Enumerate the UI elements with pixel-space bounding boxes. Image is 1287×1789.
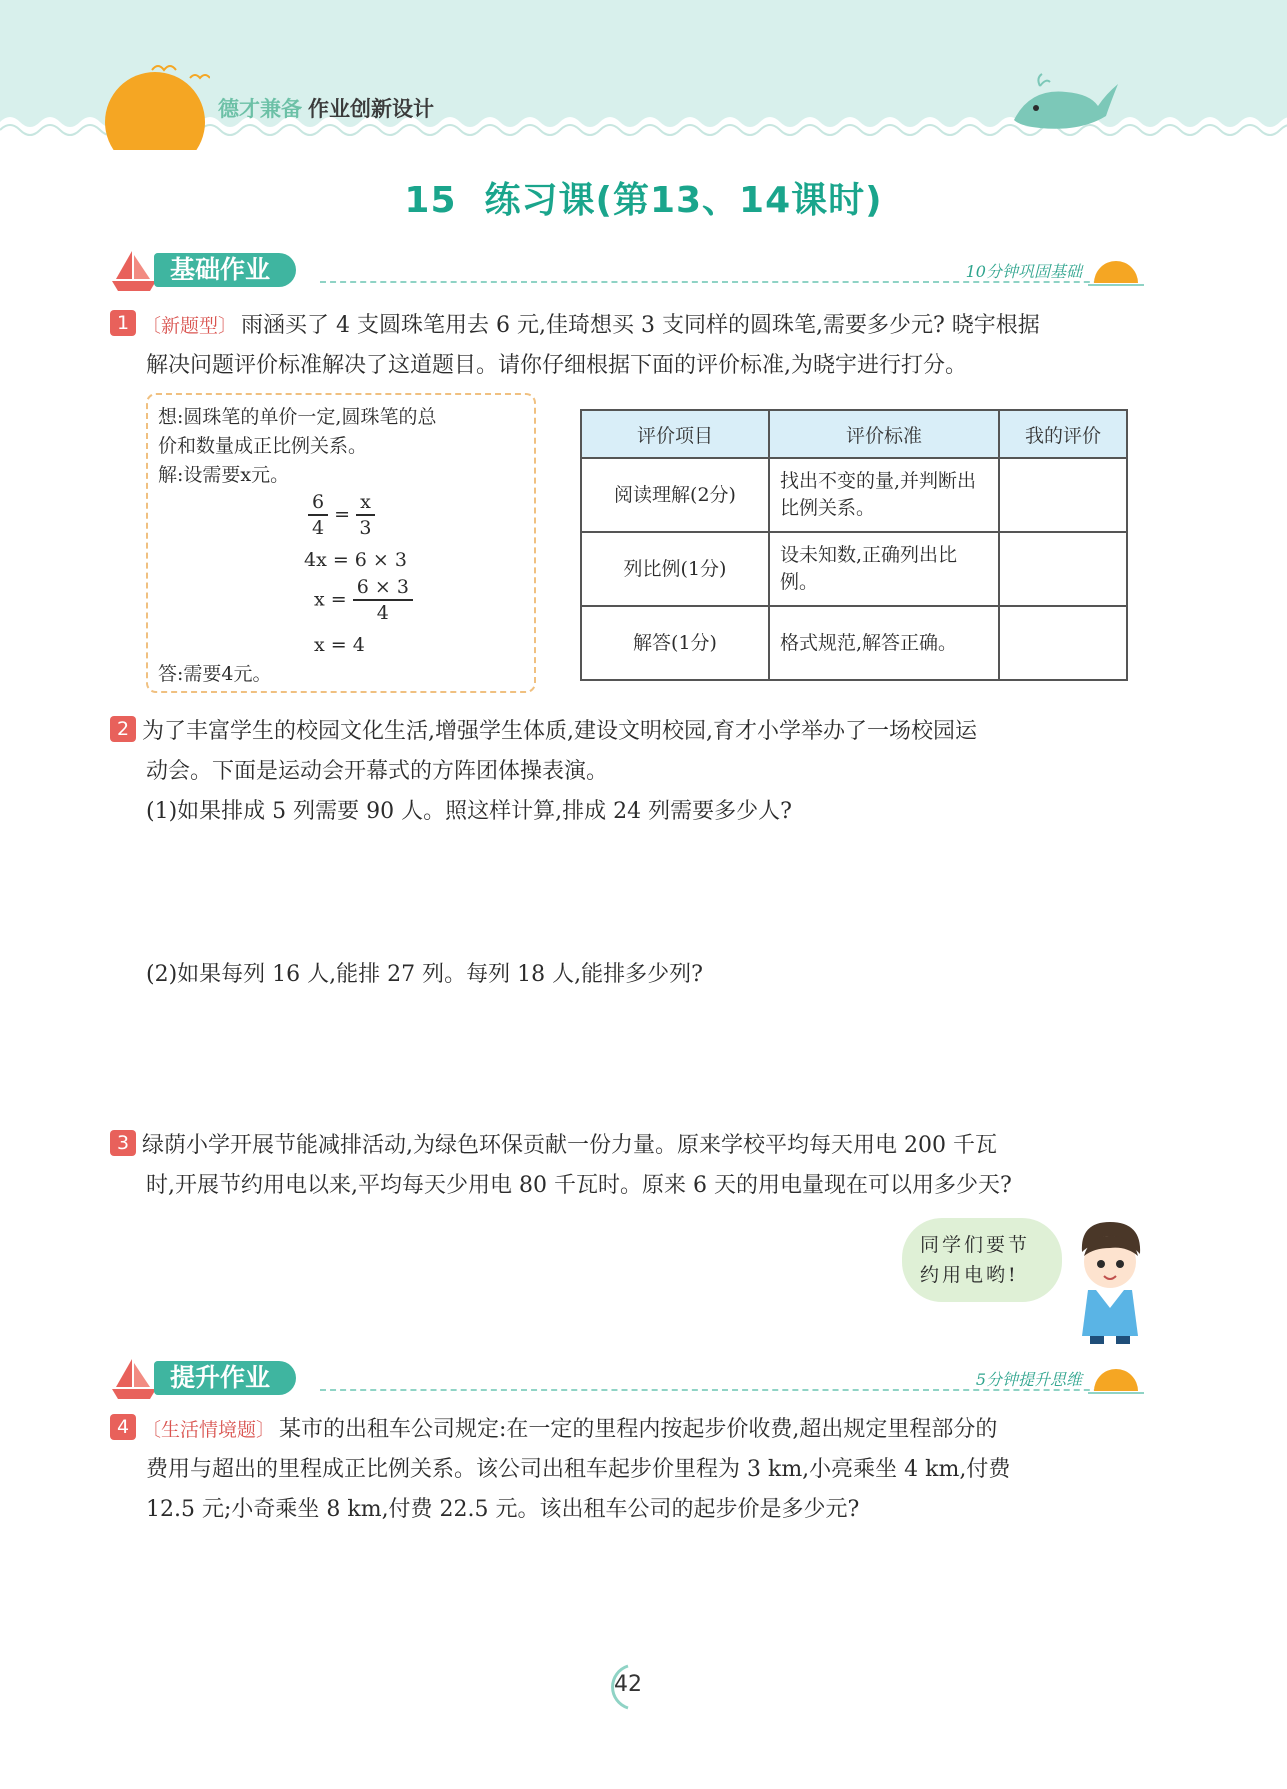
question-number: 1 bbox=[110, 310, 136, 336]
question-text: 费用与超出的里程成正比例关系。该公司出租车起步价里程为 3 km,小亮乘坐 4 km,付费 bbox=[146, 1457, 1011, 1482]
section-basic-label: 基础作业 bbox=[154, 253, 296, 287]
sailboat-icon bbox=[110, 247, 158, 293]
section-basic-header bbox=[110, 247, 1150, 293]
sample-solution-box bbox=[146, 393, 536, 693]
table-cell: 设未知数,正确列出比例。 bbox=[769, 532, 999, 606]
evaluation-table bbox=[580, 409, 1128, 681]
bird-icon bbox=[150, 58, 210, 88]
lesson-number: 15 bbox=[404, 180, 457, 221]
solution-line: 价和数量成正比例关系。 bbox=[158, 435, 368, 457]
series-name-a: 德才兼备 bbox=[218, 97, 302, 121]
boy-character-icon bbox=[1070, 1216, 1150, 1346]
table-cell: 找出不变的量,并判断出比例关系。 bbox=[769, 458, 999, 532]
question-2 bbox=[110, 712, 1150, 832]
page-header bbox=[0, 0, 1287, 150]
question-text: 某市的出租车公司规定:在一定的里程内按起步价收费,超出规定里程部分的 bbox=[279, 1417, 998, 1442]
question-text: 时,开展节约用电以来,平均每天少用电 80 千瓦时。原来 6 天的用电量现在可以用多少天? bbox=[146, 1173, 1012, 1198]
question-number: 2 bbox=[110, 716, 136, 742]
speech-bubble bbox=[902, 1218, 1062, 1302]
question-2-part-2 bbox=[110, 955, 1150, 995]
equation-proportion: $\frac{6}{4}$ = $\frac{x}{3}$ bbox=[158, 490, 524, 546]
question-text: 绿荫小学开展节能减排活动,为绿色环保贡献一份力量。原来学校平均每天用电 200 千瓦 bbox=[142, 1133, 997, 1158]
table-cell: 列比例(1分) bbox=[581, 532, 769, 606]
table-header: 评价标准 bbox=[769, 410, 999, 458]
solution-answer: 答:需要4元。 bbox=[158, 663, 272, 685]
question-tag: 〔生活情境题〕 bbox=[142, 1419, 276, 1441]
bubble-text: 约用电哟! bbox=[920, 1264, 1019, 1286]
table-row bbox=[581, 532, 1127, 606]
question-number: 3 bbox=[110, 1130, 136, 1156]
page-title bbox=[0, 172, 1287, 223]
section-basic-time: 10分钟巩固基础 bbox=[965, 262, 1082, 281]
solution-line: 解:设需要x元。 bbox=[158, 464, 290, 486]
score-cell[interactable] bbox=[999, 458, 1127, 532]
whale-icon bbox=[1010, 72, 1120, 132]
question-4 bbox=[110, 1410, 1150, 1530]
equation-line: x = 4 bbox=[314, 634, 365, 656]
series-title bbox=[218, 93, 434, 123]
section-advanced-time: 5分钟提升思维 bbox=[975, 1370, 1082, 1389]
score-cell[interactable] bbox=[999, 606, 1127, 680]
question-1 bbox=[110, 306, 1150, 386]
sub-question: (2)如果每列 16 人,能排 27 列。每列 18 人,能排多少列? bbox=[146, 962, 703, 987]
question-text: 解决问题评价标准解决了这道题目。请你仔细根据下面的评价标准,为晓宇进行打分。 bbox=[146, 353, 967, 378]
series-name-b: 作业创新设计 bbox=[308, 97, 434, 121]
bubble-text: 同学们要节 bbox=[920, 1234, 1031, 1256]
table-cell: 格式规范,解答正确。 bbox=[769, 606, 999, 680]
fraction: $\frac{x}{3}$ bbox=[356, 490, 375, 540]
table-header: 评价项目 bbox=[581, 410, 769, 458]
sunset-icon bbox=[1088, 253, 1144, 289]
page-number: 42 bbox=[614, 1672, 642, 1697]
score-cell[interactable] bbox=[999, 532, 1127, 606]
question-number: 4 bbox=[110, 1414, 136, 1440]
table-cell: 解答(1分) bbox=[581, 606, 769, 680]
sailboat-icon bbox=[110, 1355, 158, 1401]
question-text: 动会。下面是运动会开幕式的方阵团体操表演。 bbox=[146, 759, 609, 784]
question-tag: 〔新题型〕 bbox=[142, 315, 238, 337]
solution-line: 想:圆珠笔的单价一定,圆珠笔的总 bbox=[158, 406, 437, 428]
table-header-row bbox=[581, 410, 1127, 458]
equation-line: 4x = 6 × 3 bbox=[304, 549, 407, 571]
fraction: $\frac{6 \times 3}{4}$ bbox=[353, 575, 413, 625]
table-row bbox=[581, 606, 1127, 680]
question-text: 为了丰富学生的校园文化生活,增强学生体质,建设文明校园,育才小学举办了一场校园运 bbox=[142, 719, 977, 744]
table-header: 我的评价 bbox=[999, 410, 1127, 458]
section-advanced-header bbox=[110, 1355, 1150, 1401]
lesson-title-text: 练习课(第13、14课时) bbox=[484, 180, 883, 221]
question-text: 12.5 元;小奇乘坐 8 km,付费 22.5 元。该出租车公司的起步价是多少元? bbox=[146, 1497, 860, 1522]
table-cell: 阅读理解(2分) bbox=[581, 458, 769, 532]
question-3 bbox=[110, 1126, 1150, 1206]
sunset-icon bbox=[1088, 1361, 1144, 1397]
question-text: 雨涵买了 4 支圆珠笔用去 6 元,佳琦想买 3 支同样的圆珠笔,需要多少元? 晓宇根据 bbox=[241, 313, 1040, 338]
equation-solve: x = $\frac{6 \times 3}{4}$ bbox=[158, 575, 524, 631]
fraction: $\frac{6}{4}$ bbox=[308, 490, 328, 540]
section-advanced-label: 提升作业 bbox=[154, 1361, 296, 1395]
table-row bbox=[581, 458, 1127, 532]
sub-question: (1)如果排成 5 列需要 90 人。照这样计算,排成 24 列需要多少人? bbox=[146, 799, 792, 824]
